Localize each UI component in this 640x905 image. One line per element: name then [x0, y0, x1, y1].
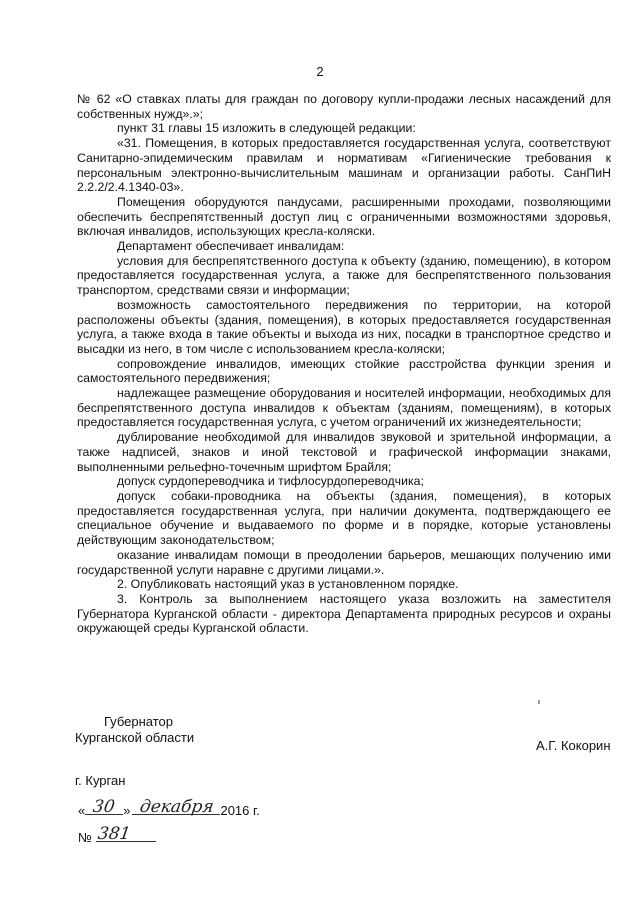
paragraph: сопровождение инвалидов, имеющих стойкие расстройства функции зрения и самостоятельного передвижения; [77, 356, 611, 386]
paragraph: оказание инвалидам помощи в преодолении барьеров, мешающих получению ими государственной услуги наравне с другими лицами.». [77, 547, 611, 577]
paragraph: Департамент обеспечивает инвалидам: [117, 239, 345, 254]
number-slot [96, 824, 156, 844]
document-body [77, 92, 611, 636]
scan-mark [538, 700, 540, 704]
paragraph: № 62 «О ставках платы для граждан по договору купли-продажи лесных насаждений для собственных нужд».»; [77, 92, 611, 121]
paragraph: пункт 31 главы 15 изложить в следующей редакции: [117, 121, 416, 136]
document-number [78, 824, 156, 845]
number-handwritten: 381 [96, 824, 132, 844]
signatory-name: А.Г. Кокорин [536, 738, 611, 753]
date-day-slot [85, 797, 123, 817]
paragraph: «31. Помещения, в которых предоставляется государственная услуга, соответствуют Санитарно-эпидемическим правилам и нормативам «Гигиенические требования к персональным электронно-вычислительным машинам и организации работы. СанПиН 2.2.2/2.4.1340-03». [77, 136, 611, 195]
city-label: г. Курган [75, 773, 126, 788]
paragraph: возможность самостоятельного передвижения по территории, на которой расположены объекты (здания, помещения), в которых предоставляется государственная услуга, а также входа в такие объекты и выхода из них, посадки в транспортное средство и высадки из него, в том числе с использованием кресла-коляски; [77, 297, 611, 356]
paragraph: допуск сурдопереводчика и тифлосурдопереводчика; [117, 474, 424, 489]
date-year: 2016 г. [220, 803, 260, 818]
date-day-handwritten: 30 [92, 797, 117, 817]
signatory-region: Курганской области [75, 730, 195, 745]
paragraph: Помещения оборудуются пандусами, расширенными проходами, позволяющими обеспечить беспрепятственный доступ лиц с ограниченными возможностями здоровья, включая инвалидов, использующих кресла-коляски. [77, 194, 611, 239]
signatory-title: Губернатор [104, 714, 173, 729]
paragraph: 2. Опубликовать настоящий указ в установленном порядке. [117, 577, 459, 592]
date-open-quote: « [78, 803, 86, 818]
page-number: 2 [316, 64, 324, 79]
date-month-handwritten: декабря [138, 797, 215, 817]
paragraph: условия для беспрепятственного доступа к объекту (зданию, помещению), в котором предоставляется государственная услуга, а также для беспрепятственного пользования транспортом, средствами связи и информации; [77, 253, 611, 298]
date-month-slot [132, 797, 220, 817]
number-sign: № [78, 830, 92, 845]
document-date [78, 797, 260, 818]
paragraph: 3. Контроль за выполнением настоящего указа возложить на заместителя Губернатора Курганской области - директора Департамента природных ресурсов и охраны окружающей среды Курганской области. [77, 591, 611, 636]
date-close-quote: » [123, 803, 131, 818]
paragraph: допуск собаки-проводника на объекты (здания, помещения), в которых предоставляется государственная услуга, при наличии документа, подтверждающего ее специальное обучение и выдаваемого по форме и в порядке, которые установлены действующим законодательством; [77, 488, 611, 548]
paragraph: дублирование необходимой для инвалидов звуковой и зрительной информации, а также надписей, знаков и иной текстовой и графической информации знаками, выполненными рельефно-точечным шрифтом Брайля; [77, 430, 611, 474]
paragraph: надлежащее размещение оборудования и носителей информации, необходимых для беспрепятственного доступа инвалидов к объектам (зданиям, помещениям), в которых предоставляется государственная услуга, с учетом ограничений их жизнедеятельности; [77, 386, 611, 430]
